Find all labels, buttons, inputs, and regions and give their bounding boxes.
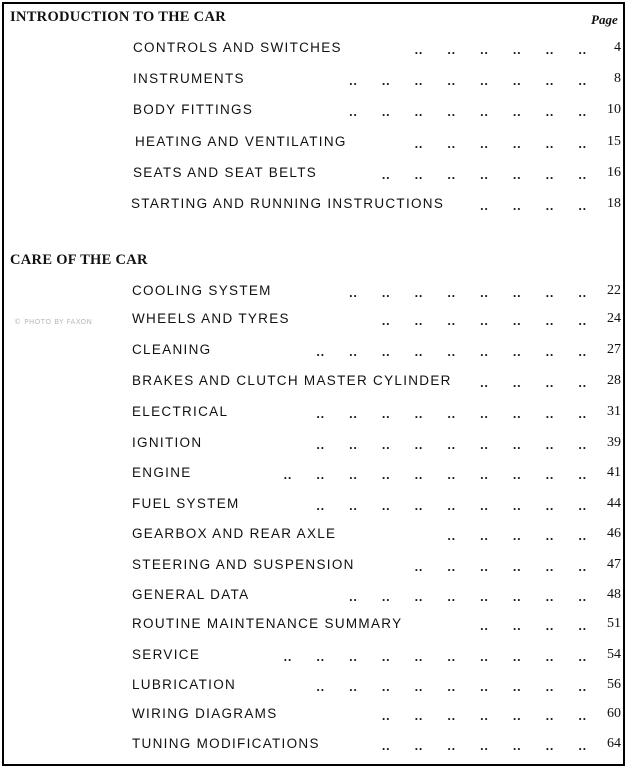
toc-leader-dots: .. .. .. .. .. .. .. .. .. bbox=[316, 406, 587, 421]
toc-leader-dots: .. .. .. .. .. .. .. .. .. bbox=[316, 344, 587, 359]
toc-entry[interactable] bbox=[0, 102, 629, 122]
toc-leader-dots: .. .. .. .. .. .. .. .. bbox=[349, 589, 587, 604]
toc-leader-dots: .. .. .. .. .. .. .. .. bbox=[349, 73, 587, 88]
toc-entry-title: ELECTRICAL bbox=[132, 404, 229, 419]
toc-entry[interactable] bbox=[0, 283, 629, 303]
section-heading-care: CARE OF THE CAR bbox=[10, 252, 148, 268]
toc-entry[interactable] bbox=[0, 706, 629, 726]
toc-entry-page: 31 bbox=[607, 404, 621, 419]
toc-entry-title: CLEANING bbox=[132, 342, 212, 357]
watermark-text: © PHOTO BY FAXON bbox=[14, 318, 93, 326]
toc-entry-page: 15 bbox=[607, 134, 621, 149]
toc-leader-dots: .. .. .. .. bbox=[480, 618, 587, 633]
toc-entry-title: WIRING DIAGRAMS bbox=[132, 706, 278, 721]
toc-entry-page: 10 bbox=[607, 102, 621, 117]
toc-entry[interactable] bbox=[0, 647, 629, 667]
toc-entry[interactable] bbox=[0, 196, 629, 216]
toc-entry-title: STEERING AND SUSPENSION bbox=[132, 557, 355, 572]
toc-entry-page: 28 bbox=[607, 373, 621, 388]
toc-entry[interactable] bbox=[0, 677, 629, 697]
toc-entry[interactable] bbox=[0, 557, 629, 577]
toc-entry[interactable] bbox=[0, 342, 629, 362]
toc-entry-page: 18 bbox=[607, 196, 621, 211]
toc-leader-dots: .. .. .. .. .. .. .. bbox=[382, 167, 587, 182]
toc-leader-dots: .. .. .. .. bbox=[480, 375, 587, 390]
toc-entry-title: LUBRICATION bbox=[132, 677, 237, 692]
toc-entry-title: BRAKES AND CLUTCH MASTER CYLINDER bbox=[132, 373, 452, 388]
toc-entry-page: 64 bbox=[607, 736, 621, 751]
toc-entry-title: INSTRUMENTS bbox=[133, 71, 245, 86]
toc-leader-dots: .. .. .. .. .. .. bbox=[414, 42, 587, 57]
toc-entry-page: 16 bbox=[607, 165, 621, 180]
toc-entry-title: HEATING AND VENTILATING bbox=[135, 134, 347, 149]
toc-entry-page: 56 bbox=[607, 677, 621, 692]
toc-entry-page: 4 bbox=[614, 40, 621, 55]
toc-leader-dots: .. .. .. .. .. .. .. .. .. .. bbox=[283, 649, 587, 664]
toc-leader-dots: .. .. .. .. .. .. .. .. bbox=[349, 104, 587, 119]
toc-entry-title: BODY FITTINGS bbox=[133, 102, 254, 117]
toc-entry-page: 51 bbox=[607, 616, 621, 631]
toc-entry-title: GENERAL DATA bbox=[132, 587, 250, 602]
toc-entry-page: 41 bbox=[607, 465, 621, 480]
toc-leader-dots: .. .. .. .. .. .. .. .. .. bbox=[316, 498, 587, 513]
toc-entry-page: 48 bbox=[607, 587, 621, 602]
toc-leader-dots: .. .. .. .. .. .. .. bbox=[382, 313, 587, 328]
toc-entry[interactable] bbox=[0, 165, 629, 185]
section-heading-introduction: INTRODUCTION TO THE CAR bbox=[10, 9, 226, 25]
toc-entry-page: 8 bbox=[614, 71, 621, 86]
toc-entry[interactable] bbox=[0, 736, 629, 756]
toc-entry-title: ROUTINE MAINTENANCE SUMMARY bbox=[132, 616, 403, 631]
toc-entry-title: FUEL SYSTEM bbox=[132, 496, 240, 511]
toc-entry-title: IGNITION bbox=[132, 435, 203, 450]
toc-leader-dots: .. .. .. .. .. .. .. .. .. .. bbox=[283, 467, 587, 482]
toc-entry-page: 22 bbox=[607, 283, 621, 298]
toc-entry[interactable] bbox=[0, 496, 629, 516]
toc-entry[interactable] bbox=[0, 40, 629, 60]
toc-entry-title: GEARBOX AND REAR AXLE bbox=[132, 526, 337, 541]
toc-entry-title: CONTROLS AND SWITCHES bbox=[133, 40, 342, 55]
toc-entry-title: ENGINE bbox=[132, 465, 192, 480]
toc-entry-page: 60 bbox=[607, 706, 621, 721]
toc-entry-title: TUNING MODIFICATIONS bbox=[132, 736, 320, 751]
toc-entry-title: STARTING AND RUNNING INSTRUCTIONS bbox=[131, 196, 445, 211]
toc-leader-dots: .. .. .. .. .. bbox=[447, 528, 587, 543]
toc-leader-dots: .. .. .. .. .. .. .. bbox=[382, 708, 587, 723]
toc-entry[interactable] bbox=[0, 465, 629, 485]
toc-leader-dots: .. .. .. .. .. .. bbox=[414, 136, 587, 151]
toc-leader-dots: .. .. .. .. .. .. .. .. .. bbox=[316, 679, 587, 694]
toc-leader-dots: .. .. .. .. .. .. .. .. bbox=[349, 285, 587, 300]
toc-entry[interactable] bbox=[0, 134, 629, 154]
toc-entry-title: SERVICE bbox=[132, 647, 201, 662]
toc-entry[interactable] bbox=[0, 71, 629, 91]
toc-leader-dots: .. .. .. .. .. .. .. bbox=[382, 738, 587, 753]
toc-entry[interactable] bbox=[0, 373, 629, 393]
toc-entry-page: 39 bbox=[607, 435, 621, 450]
toc-entry[interactable] bbox=[0, 616, 629, 636]
toc-entry-page: 27 bbox=[607, 342, 621, 357]
toc-entry-page: 54 bbox=[607, 647, 621, 662]
toc-leader-dots: .. .. .. .. bbox=[480, 198, 587, 213]
toc-entry-title: COOLING SYSTEM bbox=[132, 283, 272, 298]
toc-entry-page: 44 bbox=[607, 496, 621, 511]
toc-entry-page: 46 bbox=[607, 526, 621, 541]
toc-entry[interactable] bbox=[0, 311, 629, 331]
toc-entry[interactable] bbox=[0, 404, 629, 424]
page-column-label: Page bbox=[591, 12, 618, 27]
toc-entry[interactable] bbox=[0, 587, 629, 607]
toc-leader-dots: .. .. .. .. .. .. .. .. .. bbox=[316, 437, 587, 452]
toc-entry[interactable] bbox=[0, 435, 629, 455]
toc-entry-title: SEATS AND SEAT BELTS bbox=[133, 165, 318, 180]
toc-leader-dots: .. .. .. .. .. .. bbox=[414, 559, 587, 574]
toc-entry-title: WHEELS AND TYRES bbox=[132, 311, 290, 326]
toc-entry-page: 47 bbox=[607, 557, 621, 572]
toc-entry[interactable] bbox=[0, 526, 629, 546]
toc-entry-page: 24 bbox=[607, 311, 621, 326]
